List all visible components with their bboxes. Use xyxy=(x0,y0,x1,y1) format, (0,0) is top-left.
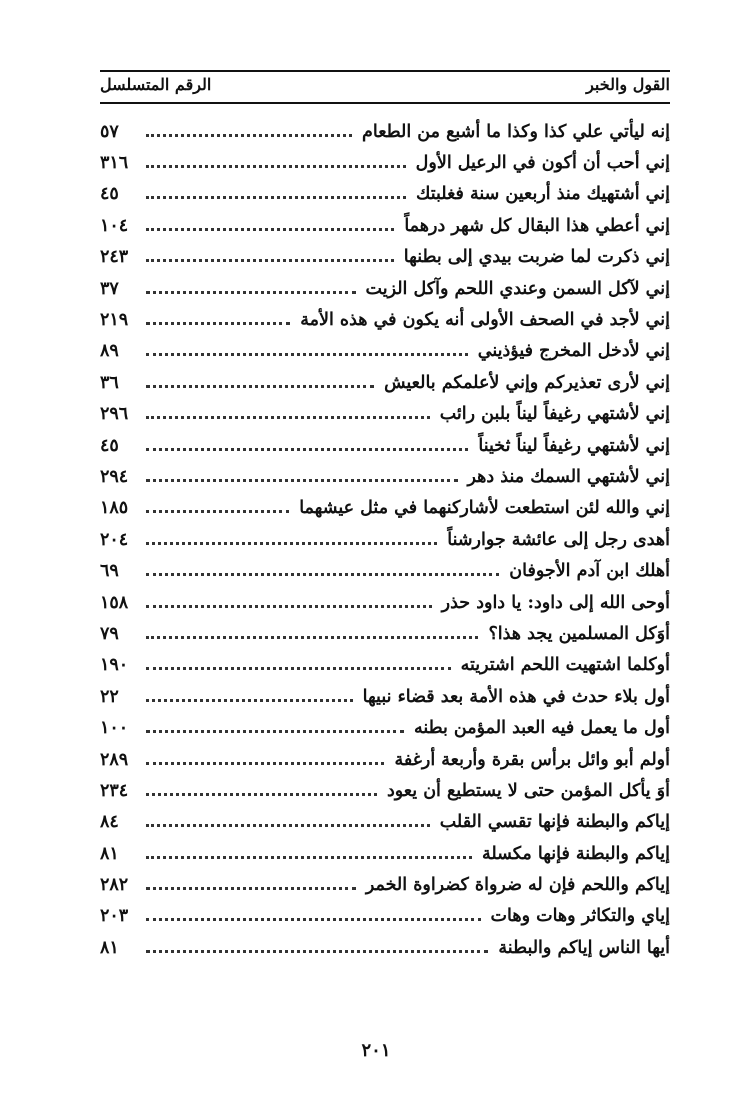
dot-leader xyxy=(146,164,406,168)
list-item xyxy=(100,775,670,806)
list-item xyxy=(100,650,670,681)
entry-serial-number: ٤٥ xyxy=(100,184,119,205)
list-item xyxy=(100,681,670,712)
dot-leader xyxy=(146,384,374,388)
list-item xyxy=(100,901,670,932)
dot-leader xyxy=(146,415,430,419)
entry-serial-number: ٢٩٤ xyxy=(100,466,129,487)
list-item xyxy=(100,430,670,461)
entry-text: أول ما يعمل فيه العبد المؤمن بطنه xyxy=(413,718,670,739)
list-item xyxy=(100,210,670,241)
entry-serial-number: ٢٤٣ xyxy=(100,247,129,268)
entry-serial-number: ١٠٠ xyxy=(100,718,129,739)
entry-serial-number: ٢٨٩ xyxy=(100,749,129,770)
entry-serial-number: ٨١ xyxy=(100,937,119,958)
list-item xyxy=(100,618,670,649)
dot-leader xyxy=(146,792,377,796)
entry-serial-number: ٨٩ xyxy=(100,341,119,362)
list-item xyxy=(100,524,670,555)
entry-serial-number: ٨٤ xyxy=(100,812,119,833)
index-entries-list xyxy=(100,116,670,964)
entry-serial-number: ٢٠٣ xyxy=(100,906,129,927)
dot-leader xyxy=(146,509,289,513)
list-item xyxy=(100,304,670,335)
entry-serial-number: ١٨٥ xyxy=(100,498,129,519)
dot-leader xyxy=(146,258,394,262)
list-item xyxy=(100,838,670,869)
dot-leader xyxy=(146,949,488,953)
entry-text: إنه ليأتي علي كذا وكذا ما أشبع من الطعام xyxy=(362,121,670,142)
list-item xyxy=(100,932,670,963)
dot-leader xyxy=(146,823,430,827)
entry-serial-number: ٢٢ xyxy=(100,686,119,707)
entry-serial-number: ٢٩٦ xyxy=(100,404,129,425)
entry-serial-number: ٨١ xyxy=(100,843,119,864)
entry-text: إني لأشتهي السمك منذ دهر xyxy=(467,466,670,487)
entry-serial-number: ٢٣٤ xyxy=(100,780,129,801)
entry-serial-number: ٣٦ xyxy=(100,372,119,393)
entry-text: إني لأرى تعذيركم وإني لأعلمكم بالعيش xyxy=(384,372,670,393)
dot-leader xyxy=(146,855,472,859)
entry-text: إياكم واللحم فإن له ضرواة كضراوة الخمر xyxy=(365,875,670,896)
dot-leader xyxy=(146,290,356,294)
entry-serial-number: ١٥٨ xyxy=(100,592,129,613)
entry-serial-number: ٣٧ xyxy=(100,278,119,299)
list-item xyxy=(100,147,670,178)
entry-text: أوكلما اشتهيت اللحم اشتريته xyxy=(460,655,670,676)
entry-serial-number: ٤٥ xyxy=(100,435,119,456)
entry-text: إني لأدخل المخرج فيؤذيني xyxy=(477,341,670,362)
entry-text: إياكم والبطنة فإنها مكسلة xyxy=(481,843,670,864)
list-item xyxy=(100,807,670,838)
list-item xyxy=(100,336,670,367)
list-item xyxy=(100,869,670,900)
dot-leader xyxy=(146,604,432,608)
dot-leader xyxy=(146,761,384,765)
dot-leader xyxy=(146,541,437,545)
dot-leader xyxy=(146,572,499,576)
entry-serial-number: ١٠٤ xyxy=(100,215,129,236)
entry-serial-number: ١٩٠ xyxy=(100,655,129,676)
entry-text: أهدى رجل إلى عائشة جوارشناً xyxy=(447,529,670,550)
dot-leader xyxy=(146,447,468,451)
dot-leader xyxy=(146,635,478,639)
entry-text: إني ذكرت لما ضربت بيدي إلى بطنها xyxy=(403,247,670,268)
entry-serial-number: ٥٧ xyxy=(100,121,119,142)
entry-serial-number: ٣١٦ xyxy=(100,153,129,174)
entry-text: إني أحب أن أكون في الرعيل الأول xyxy=(415,153,670,174)
entry-text: إني لأجد في الصحف الأولى أنه يكون في هذه الأمة xyxy=(300,310,670,331)
dot-leader xyxy=(146,227,394,231)
entry-text: إني لأشتهي رغيفاً ليناً بلبن رائب xyxy=(439,404,670,425)
entry-text: إني لآكل السمن وعندي اللحم وآكل الزيت xyxy=(365,278,670,299)
entry-serial-number: ٢٨٢ xyxy=(100,875,129,896)
dot-leader xyxy=(146,698,353,702)
dot-leader xyxy=(146,321,290,325)
dot-leader xyxy=(146,478,458,482)
entry-text: إني والله لئن استطعت لأشاركنهما في مثل عيشهما xyxy=(299,498,670,519)
dot-leader xyxy=(146,886,356,890)
list-item xyxy=(100,116,670,147)
entry-text: أيها الناس إياكم والبطنة xyxy=(498,937,670,958)
entry-text: أول بلاء حدث في هذه الأمة بعد قضاء نبيها xyxy=(362,686,670,707)
list-item xyxy=(100,367,670,398)
entry-text: أولم أبو وائل برأس بقرة وأربعة أرغفة xyxy=(394,749,670,770)
entry-text: أوحى الله إلى داود: يا داود حذر xyxy=(441,592,670,613)
column-header-serial-number: الرقم المتسلسل xyxy=(100,75,212,94)
entry-text: أوَ يأكل المؤمن حتى لا يستطيع أن يعود xyxy=(386,780,670,801)
list-item xyxy=(100,399,670,430)
entry-text: أهلك ابن آدم الأجوفان xyxy=(509,561,670,582)
list-item xyxy=(100,493,670,524)
list-item xyxy=(100,179,670,210)
page-number: ٢٠١ xyxy=(361,1040,391,1061)
entry-serial-number: ٦٩ xyxy=(100,561,119,582)
entry-text: إني أعطي هذا البقال كل شهر درهماً xyxy=(404,215,670,236)
entry-text: إني أشتهيك منذ أربعين سنة فغلبتك xyxy=(416,184,670,205)
list-item xyxy=(100,587,670,618)
entry-text: إني لأشتهي رغيفاً ليناً ثخيناً xyxy=(478,435,670,456)
entry-serial-number: ٢٠٤ xyxy=(100,529,129,550)
list-item xyxy=(100,461,670,492)
entry-text: أوَكل المسلمين يجد هذا؟ xyxy=(488,623,670,644)
table-header xyxy=(100,70,670,104)
dot-leader xyxy=(146,666,451,670)
entry-serial-number: ٢١٩ xyxy=(100,310,129,331)
column-header-saying: القول والخبر xyxy=(586,75,670,94)
dot-leader xyxy=(146,195,406,199)
list-item xyxy=(100,273,670,304)
list-item xyxy=(100,555,670,586)
dot-leader xyxy=(146,133,352,137)
dot-leader xyxy=(146,352,468,356)
entry-text: إياكم والبطنة فإنها تقسي القلب xyxy=(439,812,670,833)
entry-text: إياي والتكاثر وهات وهات xyxy=(490,906,670,927)
dot-leader xyxy=(146,729,404,733)
list-item xyxy=(100,242,670,273)
list-item xyxy=(100,744,670,775)
list-item xyxy=(100,712,670,743)
dot-leader xyxy=(146,917,481,921)
entry-serial-number: ٧٩ xyxy=(100,623,119,644)
